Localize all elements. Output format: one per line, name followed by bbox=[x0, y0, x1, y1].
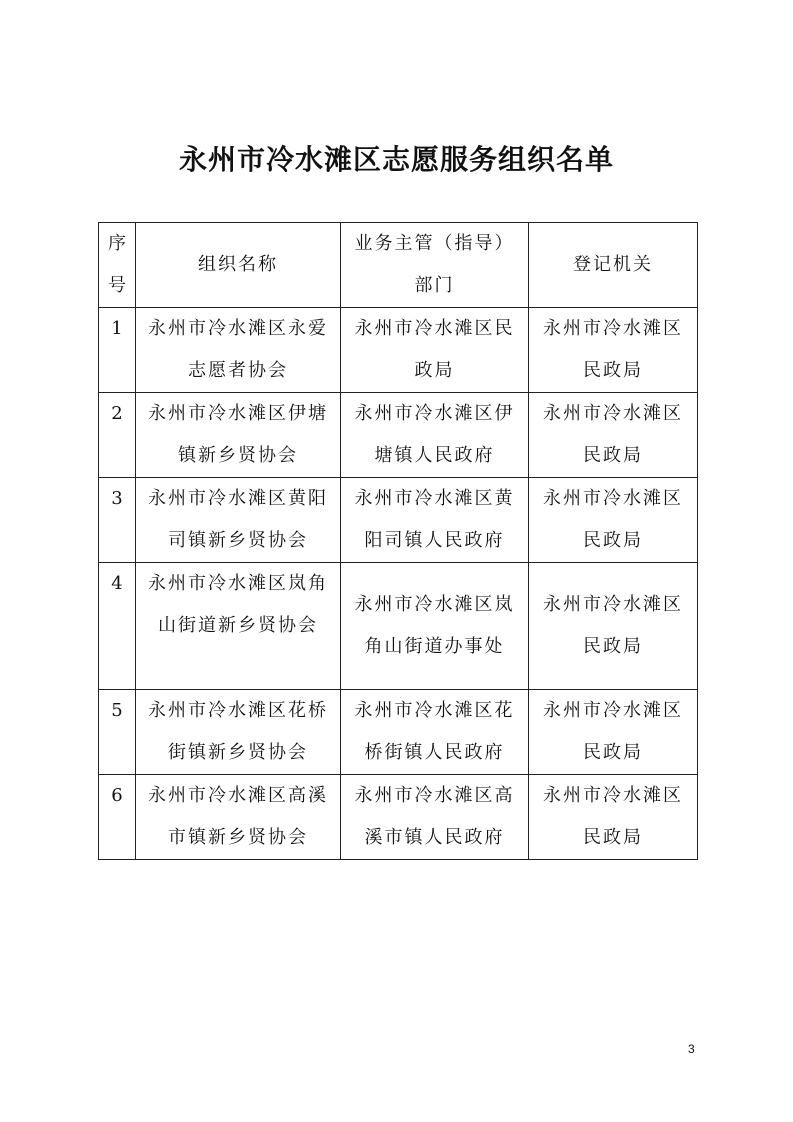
header-supervisor: 业务主管（指导）部门 bbox=[341, 223, 529, 308]
row-seq: 5 bbox=[99, 690, 136, 775]
row-registry: 永州市冷水滩区民政局 bbox=[529, 393, 698, 478]
row-registry: 永州市冷水滩区民政局 bbox=[529, 690, 698, 775]
header-org-name: 组织名称 bbox=[136, 223, 341, 308]
row-registry: 永州市冷水滩区民政局 bbox=[529, 478, 698, 563]
organization-table bbox=[98, 222, 698, 860]
row-org-name: 永州市冷水滩区花桥街镇新乡贤协会 bbox=[136, 690, 341, 775]
header-registry: 登记机关 bbox=[529, 223, 698, 308]
row-supervisor: 永州市冷水滩区民政局 bbox=[341, 308, 529, 393]
row-org-name: 永州市冷水滩区岚角山街道新乡贤协会 bbox=[136, 563, 341, 690]
page-number: 3 bbox=[688, 1042, 695, 1056]
row-supervisor: 永州市冷水滩区黄阳司镇人民政府 bbox=[341, 478, 529, 563]
table-row bbox=[99, 775, 698, 860]
header-seq: 序号 bbox=[99, 223, 136, 308]
table-row bbox=[99, 308, 698, 393]
row-org-name: 永州市冷水滩区永爱志愿者协会 bbox=[136, 308, 341, 393]
table-row bbox=[99, 393, 698, 478]
row-org-name: 永州市冷水滩区高溪市镇新乡贤协会 bbox=[136, 775, 341, 860]
row-supervisor: 永州市冷水滩区花桥街镇人民政府 bbox=[341, 690, 529, 775]
row-supervisor: 永州市冷水滩区高溪市镇人民政府 bbox=[341, 775, 529, 860]
row-seq: 1 bbox=[99, 308, 136, 393]
row-seq: 3 bbox=[99, 478, 136, 563]
row-seq: 2 bbox=[99, 393, 136, 478]
row-supervisor: 永州市冷水滩区伊塘镇人民政府 bbox=[341, 393, 529, 478]
row-org-name: 永州市冷水滩区黄阳司镇新乡贤协会 bbox=[136, 478, 341, 563]
row-supervisor: 永州市冷水滩区岚角山街道办事处 bbox=[341, 563, 529, 690]
row-org-name: 永州市冷水滩区伊塘镇新乡贤协会 bbox=[136, 393, 341, 478]
table-row bbox=[99, 478, 698, 563]
table-row bbox=[99, 563, 698, 690]
row-registry: 永州市冷水滩区民政局 bbox=[529, 563, 698, 690]
row-seq: 4 bbox=[99, 563, 136, 690]
table-row bbox=[99, 690, 698, 775]
row-registry: 永州市冷水滩区民政局 bbox=[529, 308, 698, 393]
row-registry: 永州市冷水滩区民政局 bbox=[529, 775, 698, 860]
row-seq: 6 bbox=[99, 775, 136, 860]
document-title: 永州市冷水滩区志愿服务组织名单 bbox=[178, 143, 614, 176]
table-header-row bbox=[99, 223, 698, 308]
